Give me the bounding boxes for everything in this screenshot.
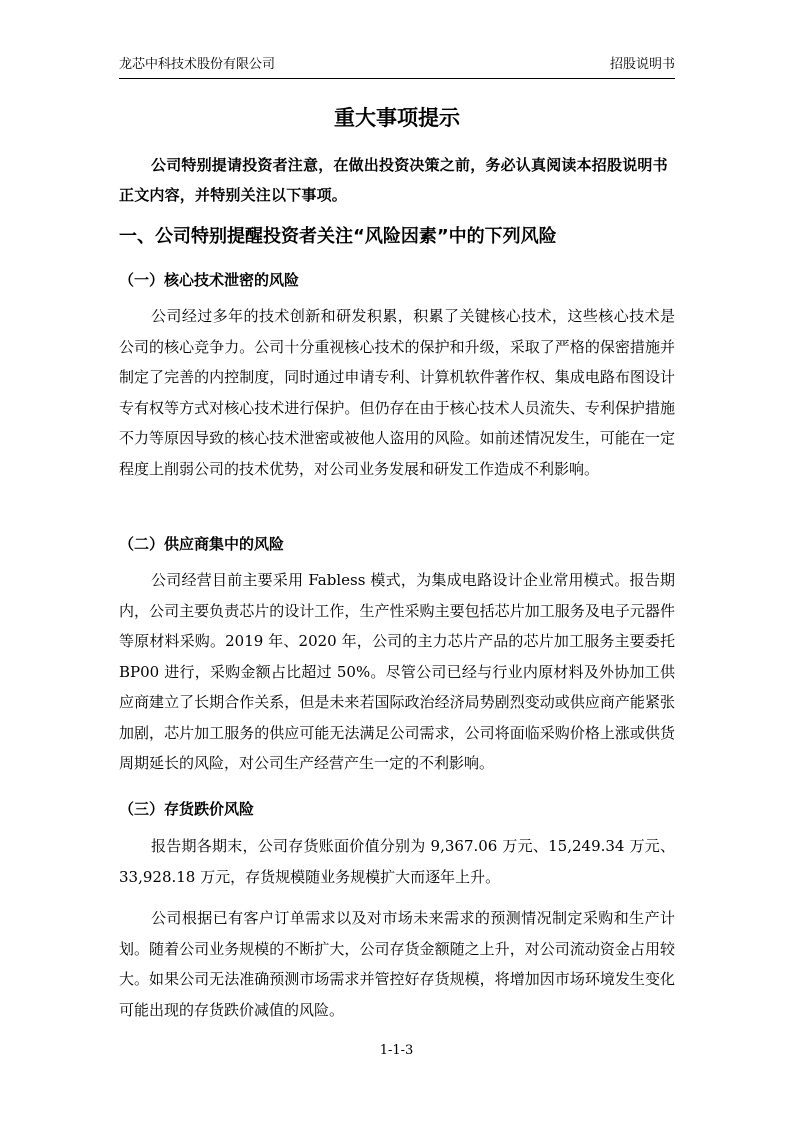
page-title: 重大事项提示	[334, 106, 460, 130]
header-company-name: 龙芯中科技术股份有限公司	[119, 57, 276, 72]
paragraph-core-tech-leak: 公司经过多年的技术创新和研发积累，积累了关键核心技术，这些核心技术是公司的核心竞争力。公司十分重视核心技术的保护和升级，采取了严格的保密措施并制定了完善的内控制度，同时通过申请专利、计算机软件著作权、集成电路布图设计专有权等方式对核心技术进行保护。但仍存在由于核心技术人员流失、专利保护措施不力等原因导致的核心技术泄密或被他人盗用的风险。如前述情况发生，可能在一定程度上削弱公司的技术优势，对公司业务发展和研发工作造成不利影响。	[119, 307, 675, 478]
page-header	[119, 56, 675, 79]
subsection-heading-core-tech-leak: （一）核心技术泄密的风险	[119, 271, 300, 289]
subsection-heading-supplier-concentration: （二）供应商集中的风险	[119, 535, 285, 553]
header-document-type: 招股说明书	[609, 57, 675, 72]
page-number: 1-1-3	[379, 1043, 414, 1058]
paragraph-inventory-values: 报告期各期末，公司存货账面价值分别为 9,367.06 万元、15,249.34 万元、33,928.18 万元，存货规模随业务规模扩大而逐年上升。	[119, 837, 675, 886]
section-heading-risk-factors: 一、公司特别提醒投资者关注“风险因素”中的下列风险	[119, 226, 557, 247]
intro-paragraph: 公司特别提请投资者注意，在做出投资决策之前，务必认真阅读本招股说明书正文内容，并特别关注以下事项。	[119, 156, 668, 204]
paragraph-inventory-risk: 公司根据已有客户订单需求以及对市场未来需求的预测情况制定采购和生产计划。随着公司业务规模的不断扩大，公司存货金额随之上升，对公司流动资金占用较大。如果公司无法准确预测市场需求并管控好存货规模，将增加因市场环境发生变化可能出现的存货跌价减值的风险。	[119, 909, 675, 1019]
paragraph-supplier-concentration: 公司经营目前主要采用 Fabless 模式，为集成电路设计企业常用模式。报告期内，公司主要负责芯片的设计工作，生产性采购主要包括芯片加工服务及电子元器件等原材料采购。2019 年、2020 年，公司的主力芯片产品的芯片加工服务主要委托 BP00 进行，采购金额占比超过 50%。尽管公司已经与行业内原材料及外协加工供应商建立了长期合作关系，但是未来若国际政治经济局势剧烈变动或供应商产能紧张加剧，芯片加工服务的供应可能无法满足公司需求，公司将面临采购价格上涨或供货周期延长的风险，对公司生产经营产生一定的不利影响。	[119, 571, 675, 772]
subsection-heading-inventory-depreciation: （三）存货跌价风险	[119, 800, 255, 818]
